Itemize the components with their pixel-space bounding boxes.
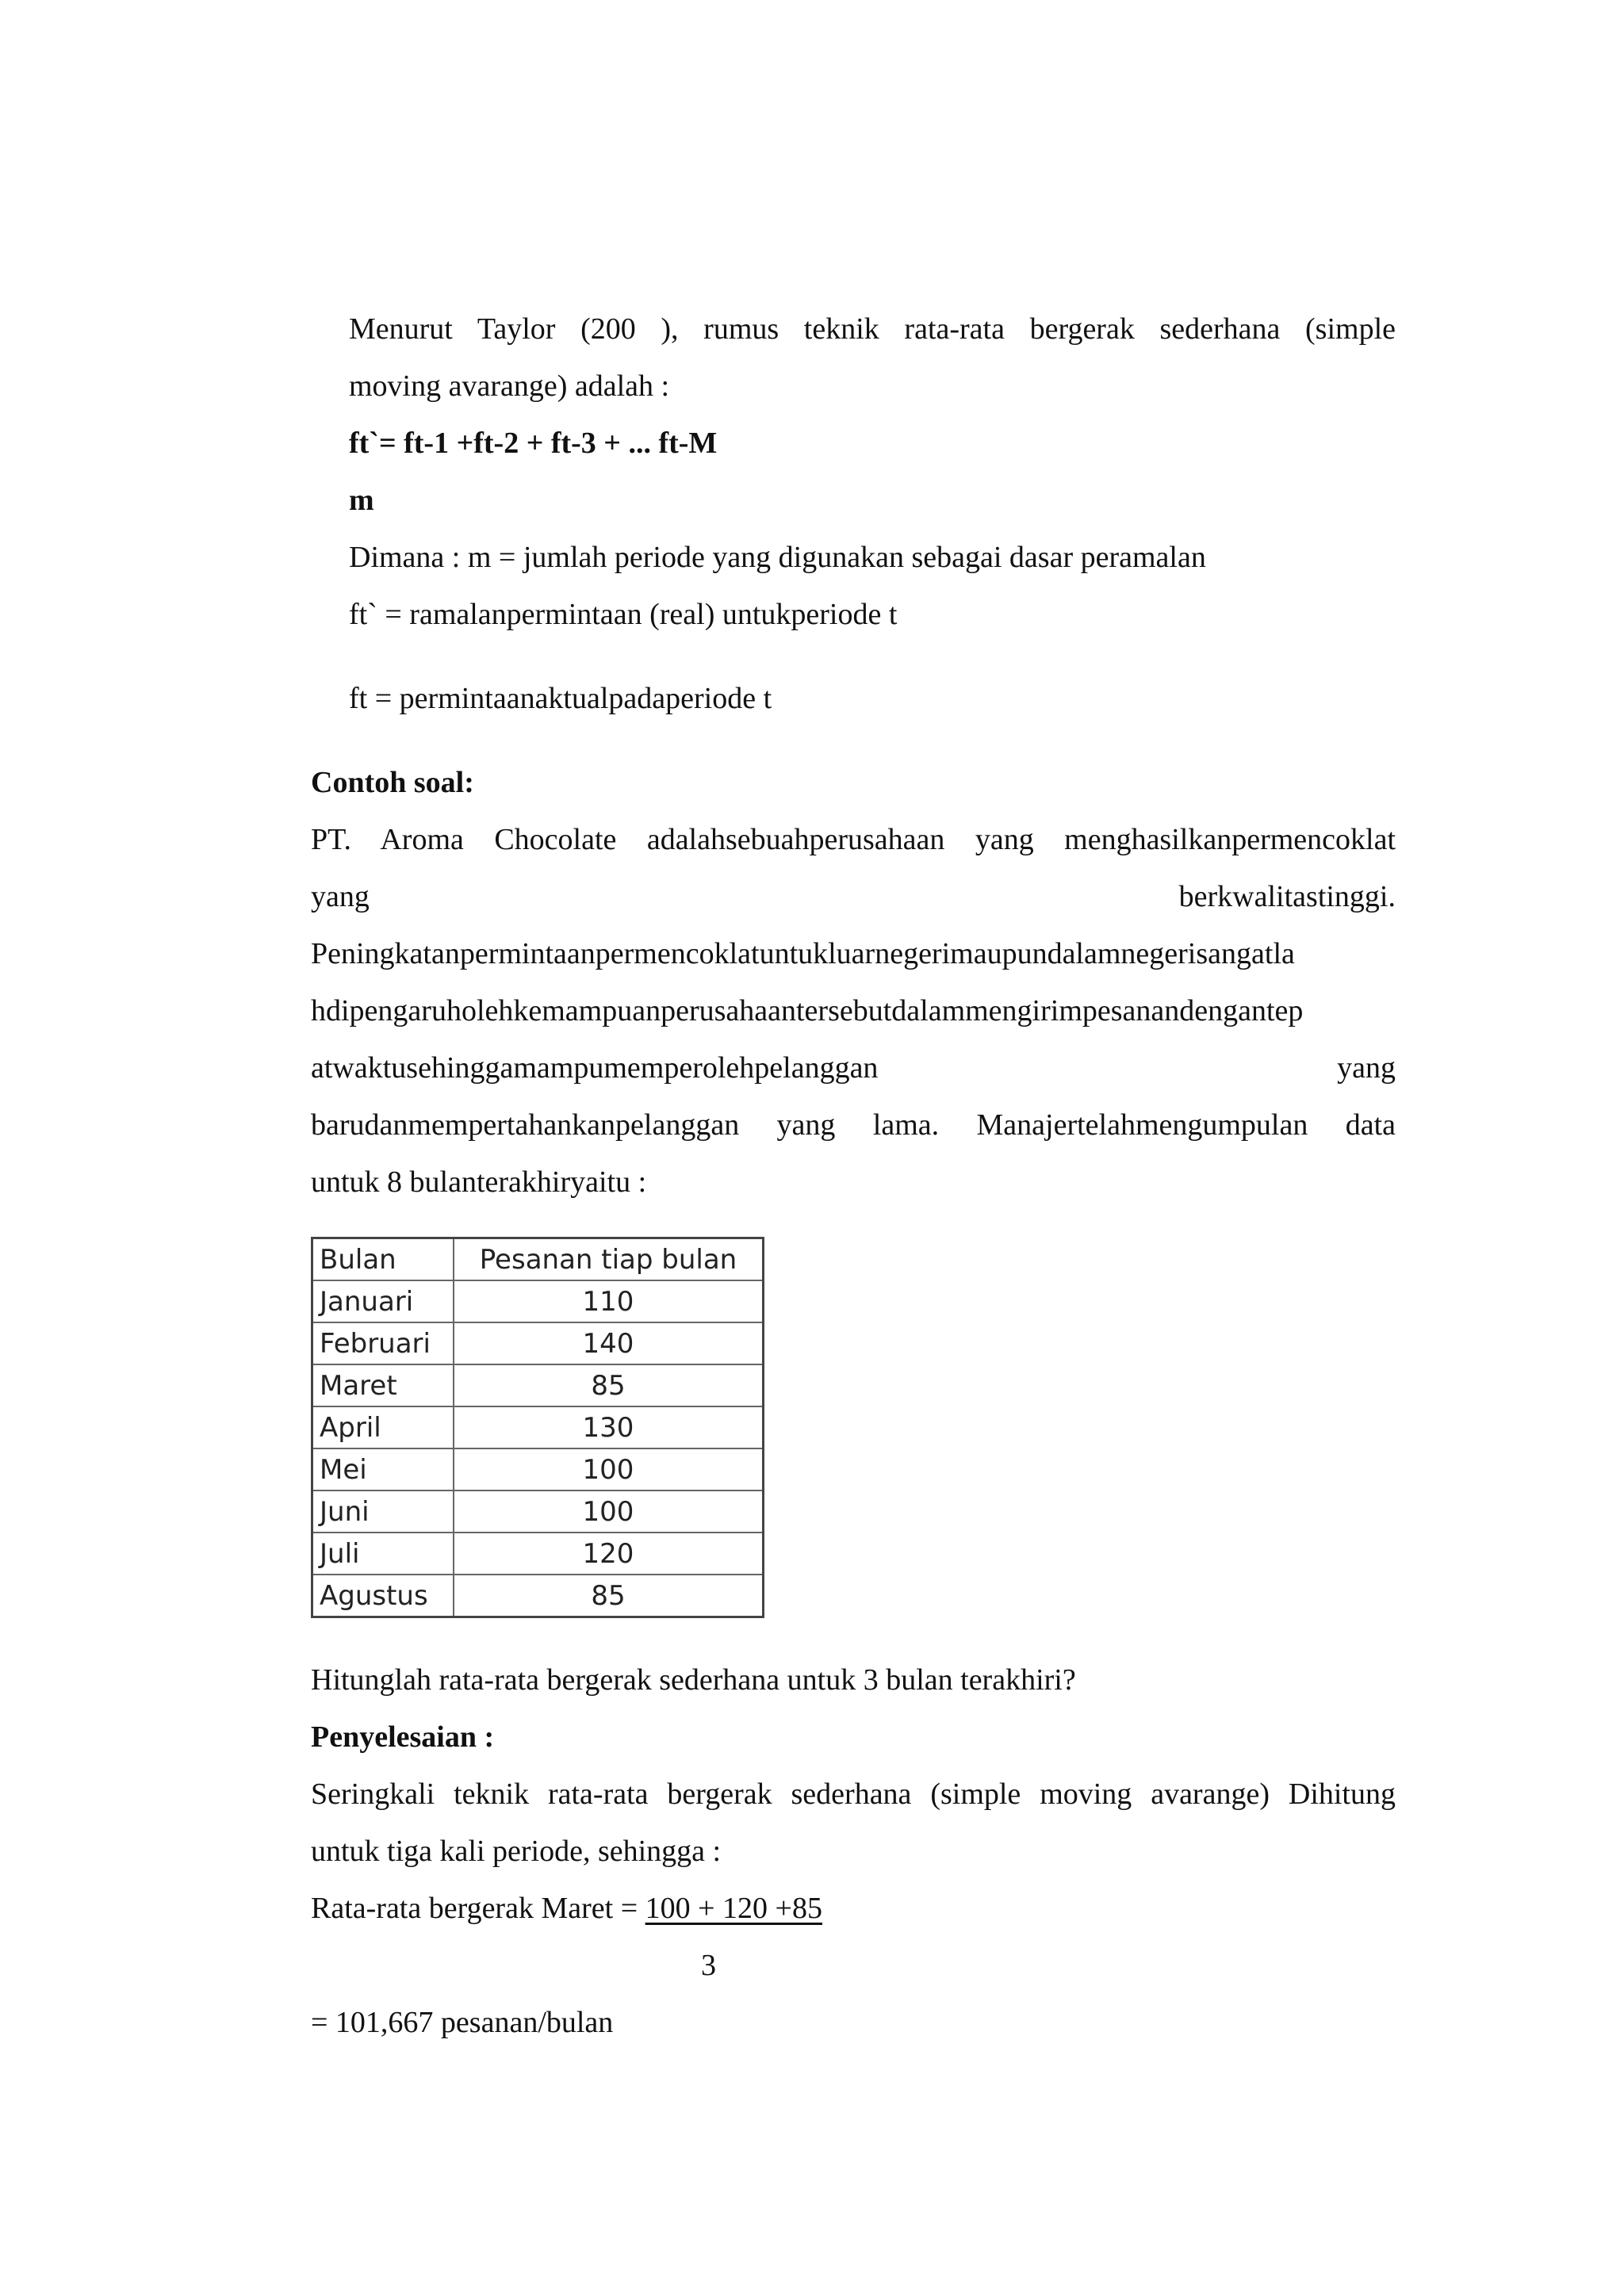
header-bulan: Bulan: [312, 1238, 454, 1281]
month-cell: Februari: [312, 1322, 454, 1364]
example-line-4: hdipengaruholehkemampuanperusahaantersebutdalammengirimpesanandengantep: [311, 994, 1304, 1027]
month-cell: Juni: [312, 1490, 454, 1533]
definition-ft-actual: ft = permintaanaktualpadaperiode t: [349, 682, 772, 715]
table-row: [312, 1575, 764, 1617]
orders-cell: 110: [454, 1280, 764, 1322]
calc-result: = 101,667 pesanan/bulan: [311, 2006, 614, 2039]
solution-heading: Penyelesaian :: [311, 1720, 495, 1754]
orders-table: [311, 1237, 764, 1618]
calc-denominator: 3: [701, 1949, 716, 1982]
orders-cell: 100: [454, 1448, 764, 1490]
table-row: [312, 1280, 764, 1322]
intro-line-2: moving avarange) adalah :: [349, 369, 670, 403]
orders-cell: 130: [454, 1406, 764, 1448]
formula-numerator: ft`= ft-1 +ft-2 + ft-3 + ... ft-M: [349, 427, 718, 460]
table-row: [312, 1448, 764, 1490]
calc-line: [311, 1888, 822, 1928]
table-row: [312, 1406, 764, 1448]
calc-numerator: 100 + 120 +85: [645, 1892, 822, 1925]
solution-line-2: untuk tiga kali periode, sehingga :: [311, 1835, 722, 1868]
solution-line-1: Seringkali teknik rata-rata bergerak sederhana (simple moving avarange) Dihitung: [311, 1777, 1396, 1811]
formula-denominator: m: [349, 484, 374, 517]
definition-ft-forecast: ft` = ramalanpermintaan (real) untukperiode t: [349, 598, 898, 631]
orders-table-container: [311, 1237, 764, 1618]
example-line-3: Peningkatanpermintaanpermencoklatuntukluarnegerimaupundalamnegerisangatla: [311, 937, 1295, 970]
table-header-row: [312, 1238, 764, 1281]
example-line-1: PT. Aroma Chocolate adalahsebuahperusahaan yang menghasilkanpermencoklat: [311, 823, 1396, 856]
example-line-7: untuk 8 bulanterakhiryaitu :: [311, 1165, 647, 1199]
orders-cell: 120: [454, 1533, 764, 1575]
table-row: [312, 1533, 764, 1575]
orders-cell: 85: [454, 1575, 764, 1617]
example-line-5: atwaktusehinggamampumemperolehpelanggan yang: [311, 1051, 1396, 1085]
month-cell: Maret: [312, 1364, 454, 1406]
orders-cell: 100: [454, 1490, 764, 1533]
definition-m: Dimana : m = jumlah periode yang digunakan sebagai dasar peramalan: [349, 541, 1206, 574]
table-row: [312, 1490, 764, 1533]
example-heading: Contoh soal:: [311, 766, 474, 799]
month-cell: Januari: [312, 1280, 454, 1322]
table-row: [312, 1364, 764, 1406]
header-pesanan: Pesanan tiap bulan: [454, 1238, 764, 1281]
example-line-6: barudanmempertahankanpelanggan yang lama. Manajertelahmengumpulan data: [311, 1108, 1396, 1142]
question-text: Hitunglah rata-rata bergerak sederhana untuk 3 bulan terakhiri?: [311, 1663, 1076, 1697]
calc-label: Rata-rata bergerak Maret =: [311, 1892, 645, 1925]
month-cell: April: [312, 1406, 454, 1448]
month-cell: Mei: [312, 1448, 454, 1490]
month-cell: Agustus: [312, 1575, 454, 1617]
example-line-2: yang berkwalitastinggi.: [311, 880, 1396, 913]
month-cell: Juli: [312, 1533, 454, 1575]
intro-line-1: Menurut Taylor (200 ), rumus teknik rata-rata bergerak sederhana (simple: [349, 312, 1396, 346]
table-row: [312, 1322, 764, 1364]
orders-cell: 140: [454, 1322, 764, 1364]
orders-cell: 85: [454, 1364, 764, 1406]
